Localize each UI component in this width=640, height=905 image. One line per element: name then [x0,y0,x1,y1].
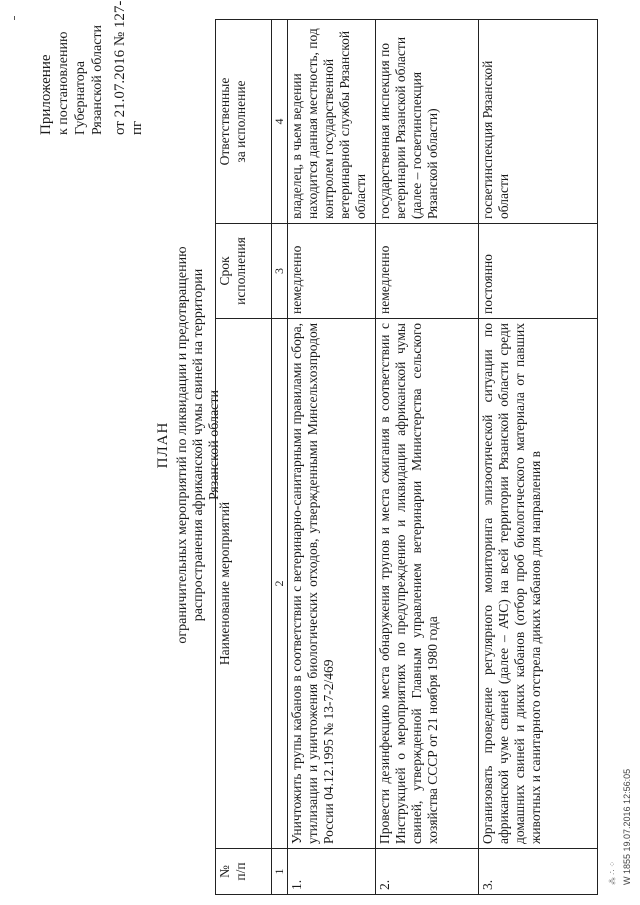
row-name: Уничтожить трупы кабанов в соответствии с ветеринарно-санитарными правилами сбора, утилизации и уничтожения биологических отходов, утвержденными Минсельхозпродом России 04.12.1995 № 13-7-2/469 [288,319,376,849]
row-num: 1. [288,849,376,895]
plan-subtitle-3: Рязанской области [207,389,222,501]
row-resp: государственная инспекция по ветеринарии Рязанской области (далее – госветинспекция Рязанской области) [376,20,479,224]
table-row [479,20,598,895]
appendix-line-2: Рязанской области [90,24,105,135]
col-number: 3 [272,224,288,319]
table-row [288,20,376,895]
header-name: Наименование мероприятий [216,319,272,849]
plan-subtitle-1: ограничительных мероприятий по ликвидации и предотвращению [175,246,190,644]
header-resp: Ответственные за исполнение [216,20,272,224]
row-name: Организовать проведение регулярного мониторинга эпизоотической ситуации по африканской чуме свиней (далее – АЧС) на всей территории Рязанской области среди домашних свиней и диких кабанов (отбор проб биологического материала от павших животных и санитарного отстрела диких кабанов для направления в [479,319,598,849]
registration-stamp: W 1855 19.07.2016 12:56:05 [622,768,632,885]
header-num: № п/п [216,849,272,895]
plan-title-block [155,125,223,765]
row-resp: владелец, в чьем ведении находится данная местность, под контролем государственной ветеринарной службы Рязанской области [288,20,376,224]
row-num: 3. [479,849,598,895]
plan-subtitle-2: распространения африканской чумы свиней на территории [191,268,206,622]
col-number: 1 [272,849,288,895]
top-mark [14,16,15,20]
table-row [376,20,479,895]
plan-table [215,19,598,895]
column-number-row [272,20,288,895]
row-term: постоянно [479,224,598,319]
scan-mark: ⁂ ∴ ⁘ [608,860,617,885]
plan-heading: ПЛАН [155,421,171,469]
row-num: 2. [376,849,479,895]
row-name: Провести дезинфекцию места обнаружения трупов и места сжигания в соответствии с Инструкцией о мероприятиях по предупреждению и ликвидации африканской чумы свиней, утвержденной Главным управлением ветеринарии Министерства сельского хозяйства СССР от 21 ноября 1980 года [376,319,479,849]
col-number: 4 [272,20,288,224]
row-term: немедленно [376,224,479,319]
table-header-row [216,20,272,895]
row-resp: госветинспекция Рязанской области [479,20,598,224]
header-term: Срок исполнения [216,224,272,319]
row-term: немедленно [288,224,376,319]
appendix-date: от 21.07.2016 № 127-пг [112,0,145,135]
appendix-line-1: к постановлению Губернатора [56,31,88,135]
appendix-block [38,0,146,135]
col-number: 2 [272,319,288,849]
appendix-title: Приложение [38,54,54,135]
